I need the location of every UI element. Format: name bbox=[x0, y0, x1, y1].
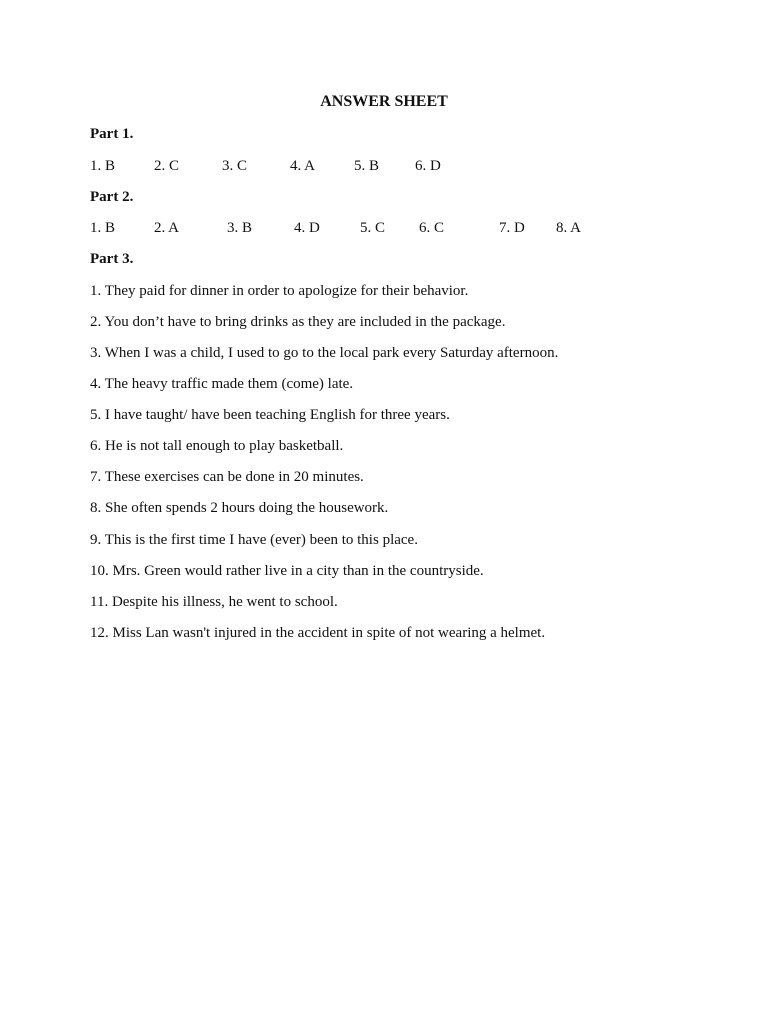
answer-item: 5. B bbox=[354, 158, 380, 174]
page-title: ANSWER SHEET bbox=[320, 93, 448, 110]
sentence-item: 1. They paid for dinner in order to apologize for their behavior. bbox=[90, 283, 469, 299]
sentence-item: 7. These exercises can be done in 20 minutes. bbox=[90, 469, 364, 485]
part-1-answers bbox=[90, 158, 690, 178]
sentence-item: 9. This is the first time I have (ever) been to this place. bbox=[90, 532, 418, 548]
answer-item: 6. C bbox=[419, 220, 445, 236]
answer-item: 2. C bbox=[154, 158, 180, 174]
part-3-heading: Part 3. bbox=[90, 251, 134, 267]
sentence-item: 3. When I was a child, I used to go to the local park every Saturday afternoon. bbox=[90, 345, 559, 361]
answer-item: 1. B bbox=[90, 220, 116, 236]
part-1-heading: Part 1. bbox=[90, 126, 134, 142]
answer-item: 3. C bbox=[222, 158, 248, 174]
sentence-item: 11. Despite his illness, he went to school. bbox=[90, 594, 338, 610]
part-2-heading: Part 2. bbox=[90, 189, 134, 205]
answer-item: 7. D bbox=[499, 220, 525, 236]
answer-item: 6. D bbox=[415, 158, 441, 174]
sentence-item: 8. She often spends 2 hours doing the housework. bbox=[90, 500, 389, 516]
answer-item: 5. C bbox=[360, 220, 386, 236]
part-2-answers bbox=[90, 220, 690, 240]
sentence-item: 6. He is not tall enough to play basketball. bbox=[90, 438, 344, 454]
answer-item: 1. B bbox=[90, 158, 116, 174]
answer-item: 2. A bbox=[154, 220, 180, 236]
sentence-item: 5. I have taught/ have been teaching English for three years. bbox=[90, 407, 450, 423]
sentence-item: 4. The heavy traffic made them (come) late. bbox=[90, 376, 354, 392]
sentence-item: 2. You don’t have to bring drinks as they are included in the package. bbox=[90, 314, 506, 330]
answer-item: 8. A bbox=[556, 220, 582, 236]
answer-item: 4. D bbox=[294, 220, 320, 236]
sentence-item: 12. Miss Lan wasn't injured in the accident in spite of not wearing a helmet. bbox=[90, 625, 546, 641]
answer-item: 4. A bbox=[290, 158, 316, 174]
sentence-item: 10. Mrs. Green would rather live in a city than in the countryside. bbox=[90, 563, 484, 579]
answer-item: 3. B bbox=[227, 220, 253, 236]
